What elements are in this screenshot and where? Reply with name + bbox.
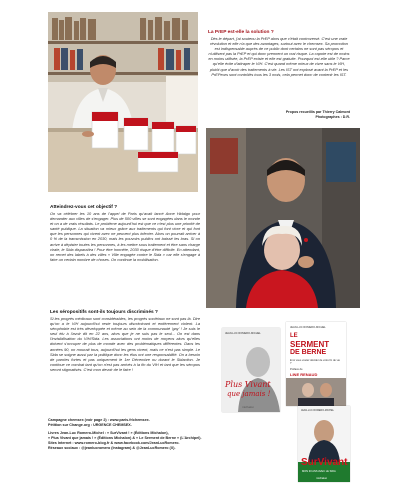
discrimination-body: Si les progrès médicaux sont considérables, les progrès sociétaux ne sont pas là. Dire qu'on a le VIH aujourd'hui reste toujours discriminant et entièrement violent. La sérophobie est très développée et même au sein de la communauté 'gay' ! Je suis le seul élu à l'avoir dit en 22 ans, alors que je ne suis pas le seul... On est dans l'invisibilisation du VIH/Sida. Les associations ont moins de moyens alors qu'elles doivent s'occuper de plus de monde avec des problématiques différentes. Dans les années 90, on mourait tous, aujourd'hui les gens vivent, mais ce n'est pas simple. Le Sida se soigne aussi par la politique donc les élus ont une responsabilité. On a besoin de paroles fortes et pas uniquement le 1er Décembre ou durant le Sidaction. Je continue ce combat tant qu'on n'est pas arrivés à la fin du VIH et tant que les séropos seront stigmatisés. C'est mon devoir de le faire !	[50, 316, 200, 372]
photo-man-in-office	[48, 12, 198, 192]
websites-link[interactable]: Sites Internet : www.romero-blog.fr & www.facebook.com/JeanLucRomero.	[48, 440, 180, 445]
objective-section	[50, 205, 200, 262]
book2-cover-photo	[286, 378, 346, 406]
book1-publisher: michalon	[242, 405, 255, 409]
book2-title-line1: LE	[290, 333, 298, 339]
book2-preface-label: Préface de	[290, 368, 303, 371]
discrimination-heading: Les séropositifs sont-ils toujours discriminés ?	[50, 310, 158, 315]
book2-author: JEAN-LUC ROMERO-MICHEL	[290, 326, 326, 329]
book2-preface-name: LINE RENAUD	[290, 372, 318, 377]
credits-author: Propos recueillis par Thierry Calmont	[285, 110, 350, 114]
couple-photo-illustration	[206, 128, 360, 308]
book3-publisher: michalon	[316, 476, 328, 480]
book-cover-plus-vivant	[222, 328, 280, 412]
social-media-handles[interactable]: Réseaux sociaux : @jeanlucromero (Instagram) & @JeanLucRomero (X).	[48, 445, 176, 450]
book1-author: JEAN-LUC ROMERO-MICHEL	[225, 332, 261, 335]
book2-subtitle: Et si vous voulez décider de votre fin de vie ?	[290, 359, 340, 366]
prep-body: Dès le départ, j'ai soutenu la PrEP alors que c'était controversé. C'est une vraie révolution et elle n'a que des avantages, surtout avec le chemsex. Sa promotion est indispensable auprès de ce public dont certains ne sont pas séropos et n'utilisent pas la PrEP et qui donc prennent un vrai risque. La capote est de moins en moins utilisée, la PrEP existe et elle est gratuite. Pourquoi est-elle utile ? Parce qu'elle évite d'attraper le VIH. C'est quand même mieux de vivre sans le VIH, plutôt que d'avoir des traitements à vie. Les IST ont explosé avant la PrEP et les PrEPeurs sont contrôlés tous les 3 mois, cela permet donc de contenir les IST.	[208, 36, 350, 77]
info-sidebar	[48, 418, 298, 453]
book-cover-survivant	[298, 406, 350, 482]
photo-couple-portrait	[206, 128, 360, 308]
book3-subtitle: MON 30 ANS AVEC LE SIDA	[302, 470, 336, 473]
article-credits	[230, 110, 350, 120]
discrimination-section	[50, 310, 200, 372]
book-cover-serment-de-berne	[286, 322, 346, 406]
credits-photographers: Photographes : D.R.	[315, 114, 350, 119]
objective-body: On va célébrer les 10 ans de l'appel de Paris qu'avait lancé Anne Hidalgo pour demander aux villes de s'engager. Plus de 500 villes se sont engagées dans le monde et on a de vrais résultats. Le problème aujourd'hui est que ce n'est plus une priorité de santé publique. La situation va mieux grâce aux traitements qui font vivre et qui font que les personnes qui vivent avec ne peuvent plus infecter. Alors on pourrait arriver à 0 % de la transmission en 2030, mais les pouvoirs publics ont baissé les bras. Si on arrive à dépister toutes les personnes, à les mettre sous traitement et être sans charge virale, le Sida disparaîtra ! Pour être honnête, 2030 risque d'être difficile. En attendant, on remet des labels à des villes « Ville engagée contre le Sida » car elle s'engage à faire un certain nombre de choses. On continue la mobilisation.	[50, 211, 200, 262]
campaign-link[interactable]: Campagne chemsex (voir page 2) : www.paris.fr/chemsex.	[48, 418, 150, 422]
book2-title-line2: SERMENT	[290, 340, 330, 349]
prep-section	[208, 30, 350, 77]
prep-heading: La PrEP est-elle la solution ?	[208, 30, 274, 35]
book2-title-line3: DE BERNE	[290, 349, 327, 356]
petition-link[interactable]: Pétition sur Change.org : URGENCE CHEMSEX.	[48, 423, 132, 427]
objective-heading: Atteindrez-vous cet objectif ?	[50, 205, 118, 210]
book3-title: SurVivant	[301, 457, 348, 468]
book3-author: JEAN-LUC ROMERO-MICHEL	[301, 409, 334, 412]
books-line2: « Plus Vivant que jamais ! » (Éditions Michalon) & « Le Serment de Berne » (L'Archipel).	[48, 435, 202, 440]
book1-title-line2: que jamais !	[227, 390, 271, 398]
office-photo-illustration	[48, 12, 198, 192]
book1-title-line1: Plus Vivant	[225, 380, 271, 389]
book-cover-portrait	[222, 328, 280, 412]
books-line1: Livres Jean-Luc Romero-Michel : « SurVivant ! » (Éditions Michalon),	[48, 430, 169, 435]
